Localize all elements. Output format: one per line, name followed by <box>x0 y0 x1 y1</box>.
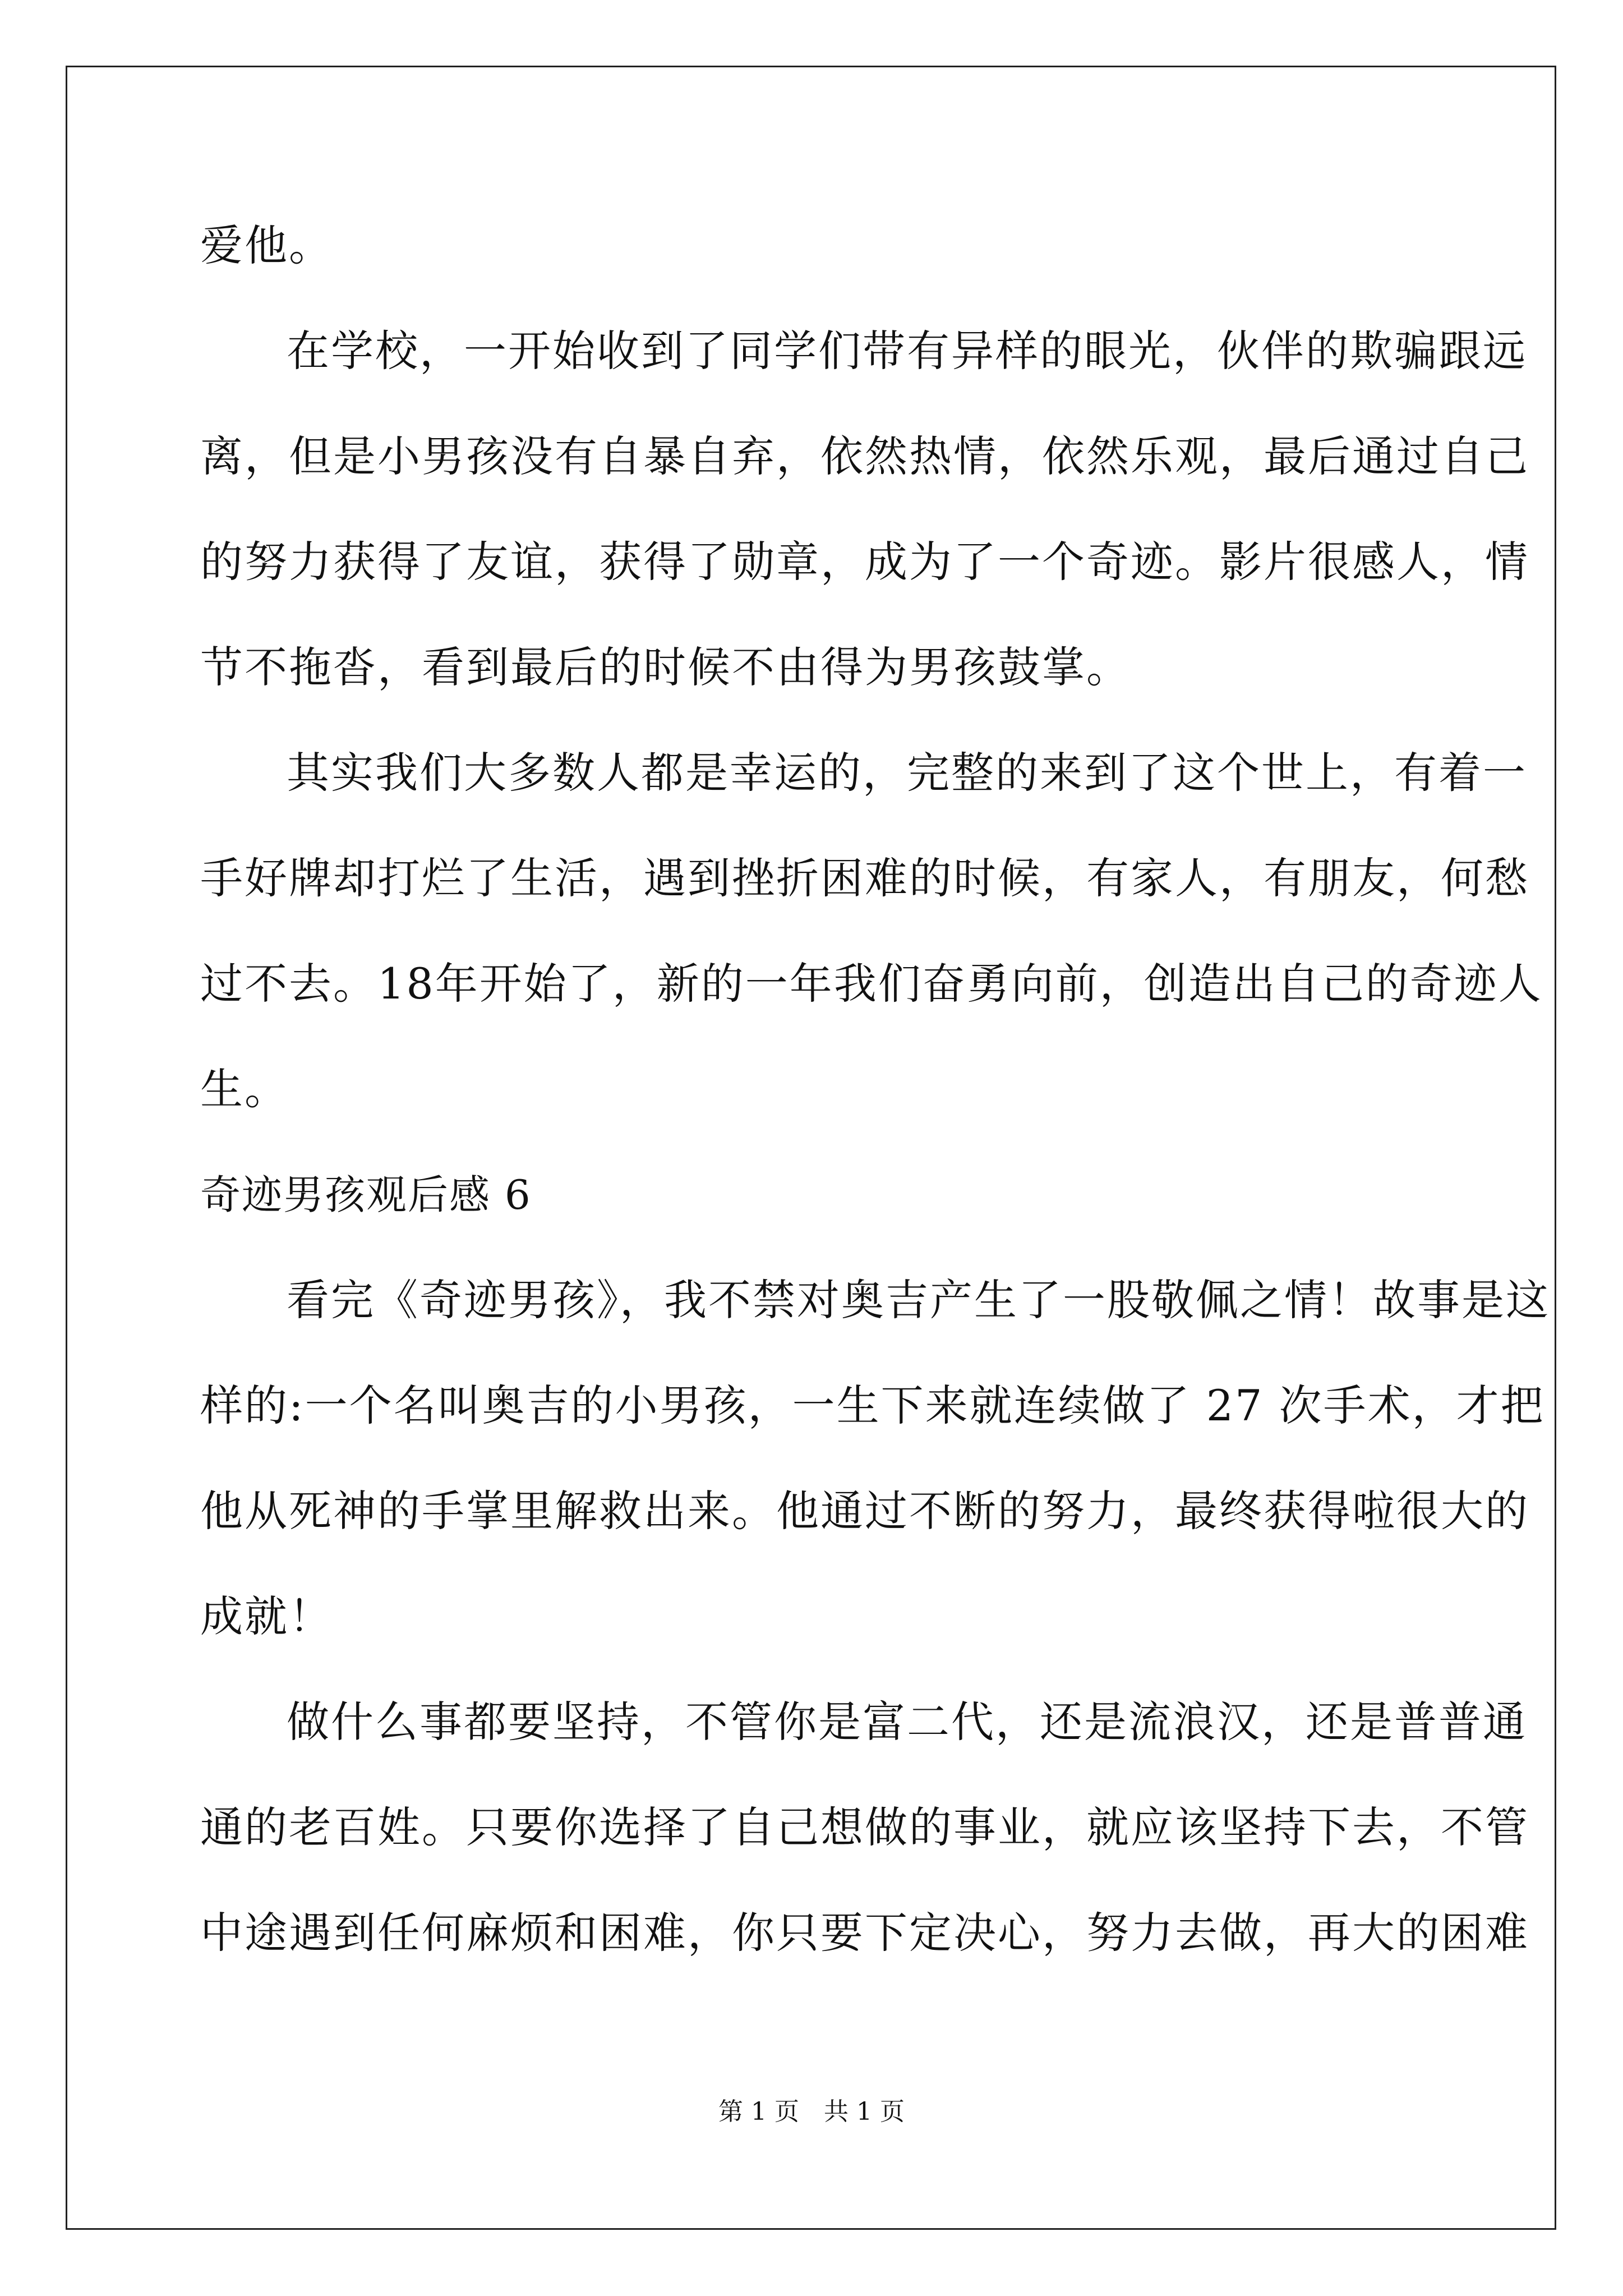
text-line: 手好牌却打烂了生活，遇到挫折困难的时候，有家人，有朋友，何愁 <box>200 853 1529 903</box>
text-line: 爱他。 <box>200 220 333 270</box>
text-line: 成就！ <box>200 1591 333 1641</box>
paragraph-first-line: 在学校，一开始收到了同学们带有异样的眼光，伙伴的欺骗跟远 <box>287 326 1527 376</box>
text-line: 中途遇到任何麻烦和困难，你只要下定决心，努力去做，再大的困难 <box>200 1908 1529 1958</box>
page-border <box>66 66 1556 2230</box>
text-line: 通的老百姓。只要你选择了自己想做的事业，就应该坚持下去，不管 <box>200 1802 1529 1852</box>
text-line: 样的:一个名叫奥吉的小男孩，一生下来就连续做了 27 次手术，才把 <box>200 1381 1545 1430</box>
text-line: 的努力获得了友谊，获得了勋章，成为了一个奇迹。影片很感人，情 <box>200 537 1529 587</box>
paragraph-first-line: 做什么事都要坚持，不管你是富二代，还是流浪汉，还是普普通 <box>287 1697 1527 1747</box>
document-body <box>200 193 1550 1986</box>
page-number-footer: 第 1 页 共 1 页 <box>718 2097 905 2126</box>
paragraph-first-line: 看完《奇迹男孩》，我不禁对奥吉产生了一股敬佩之情！故事是这 <box>287 1275 1550 1325</box>
text-line: 离，但是小男孩没有自暴自弃，依然热情，依然乐观，最后通过自己 <box>200 431 1529 481</box>
text-line: 他从死神的手掌里解救出来。他通过不断的努力，最终获得啦很大的 <box>200 1486 1529 1536</box>
text-line: 过不去。18年开始了，新的一年我们奋勇向前，创造出自己的奇迹人 <box>200 959 1543 1009</box>
text-line: 节不拖沓，看到最后的时候不由得为男孩鼓掌。 <box>200 642 1131 692</box>
text-line: 生。 <box>200 1064 289 1114</box>
section-heading: 奇迹男孩观后感 6 <box>200 1171 532 1218</box>
paragraph-first-line: 其实我们大多数人都是幸运的，完整的来到了这个世上，有着一 <box>287 748 1527 798</box>
